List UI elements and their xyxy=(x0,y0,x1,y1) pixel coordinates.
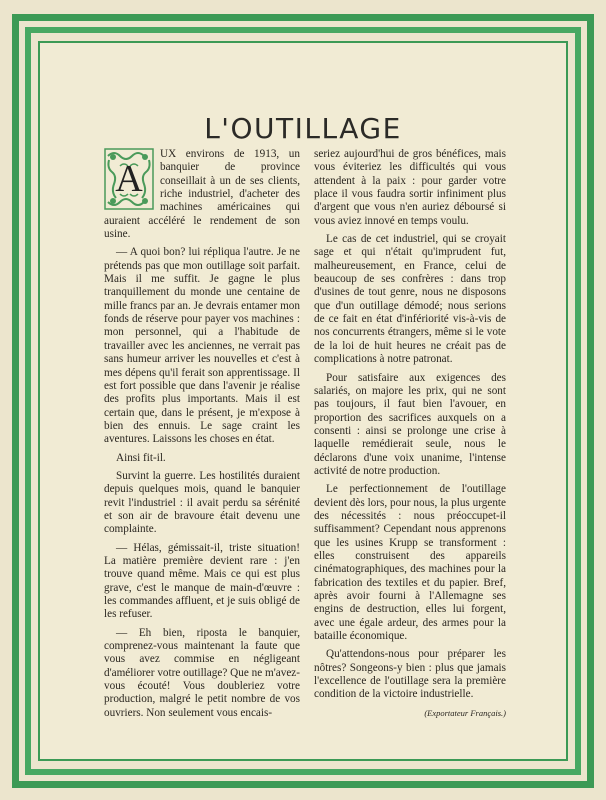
dropcap-letter: A xyxy=(115,158,143,200)
paragraph: — A quoi bon? lui répliqua l'autre. Je ne prétends pas que mon outillage soit parfait. Mais il me suffit. Je gagne le plus tranquillement du monde une centaine de mille francs par an. Je devrais entamer mon fonds de réserve pour payer vos machines : mon personnel, qui a l'habitude de travailler avec les anciennes, ne verrait pas sans humeur arriver les nouvelles et c'est à mes dépens qu'il ferait son apprentissage. Il est fort possible que dans l'avenir je réalise des profits plus importants. Mais il est certain que, dans le présent, je m'expose à bien des ennuis. Le sage craint les aventures. Laissons les choses en état. xyxy=(104,246,300,446)
article-title: L'OUTILLAGE xyxy=(204,112,402,145)
paragraph: seriez aujourd'hui de gros bénéfices, mais vous éviteriez les difficultés qui vous attendent à la paix : pour garder votre place il vous faudra sortir infiniment plus d'argent que vous n'en auriez déboursé si vous aviez innové en temps voulu. xyxy=(314,148,506,227)
paragraph: Ainsi fit-il. xyxy=(116,451,166,464)
paragraph: Pour satisfaire aux exigences des salariés, on majore les prix, qui ne sont pas toujours, il faut bien l'avouer, en proportion des sacrifices auxquels on a consenti : ainsi se prolonge une crise à laquelle remédierait seule, nous le déclarons d'une voix unanime, l'intense activité de notre production. xyxy=(314,371,506,477)
left-column xyxy=(104,148,300,725)
paragraph: Qu'attendons-nous pour préparer les nôtres? Songeons-y bien : plus que jamais l'excellence de l'outillage sera la première condition de la victoire industrielle. xyxy=(314,648,506,701)
paragraph: — Eh bien, riposta le banquier, comprenez-vous maintenant la faute que vous avez commise en négligeant d'améliorer votre outillage? Que ne m'avez-vous écouté! Vous doubleriez votre production, malgré le petit nombre de vos ouvriers. Non seulement vous encais- xyxy=(104,626,300,719)
paragraph: Le cas de cet industriel, qui se croyait sage et qui n'était qu'imprudent fut, malheureusement, en France, celui de beaucoup de ses confrères : dans trop d'usines de tout genre, nous ne disposons que d'un outillage démodé; nous serions de ce fait en état d'infériorité vis-à-vis de nos concurrents étrangers, même si le vote de la loi de huit heures ne créait pas de complications à notre patronat. xyxy=(314,233,506,366)
paragraph: — Hélas, gémissait-il, triste situation! La matière première devient rare : j'en trouve quand même. Mais ce qui est plus grave, c'est le manque de main-d'œuvre : les commandes affluent, et je suis obligé de les refuser. xyxy=(104,541,300,621)
paragraph: Survint la guerre. Les hostilités duraient depuis quelques mois, quand le banquier revit l'industriel : il avait perdu sa sérénité et son air de bravoure était devenu une complainte. xyxy=(104,469,300,536)
source-attribution: (Exportateur Français.) xyxy=(424,707,506,718)
ornamental-dropcap xyxy=(104,148,154,210)
paragraph: UX environs de 1913, un banquier de province conseillait à un de ses clients, riche industriel, d'acheter des machines américaines qui auraient accéléré le rendement de son usine. xyxy=(104,148,300,241)
right-column xyxy=(314,148,506,725)
paragraph: Le perfectionnement de l'outillage devient dès lors, pour nous, la plus urgente des nécessités : nous préoccupet-il suffisamment? Cependant nous apprenons que les usines Krupp se transforment : elles construisent des appareils cinématographiques, des machines pour la fabrication des textiles et du papier. Bref, après avoir fourni à l'Allemagne ses engins de destruction, elles lui forgent, avec une égale ardeur, des armes pour la bataille économique. xyxy=(314,483,506,643)
